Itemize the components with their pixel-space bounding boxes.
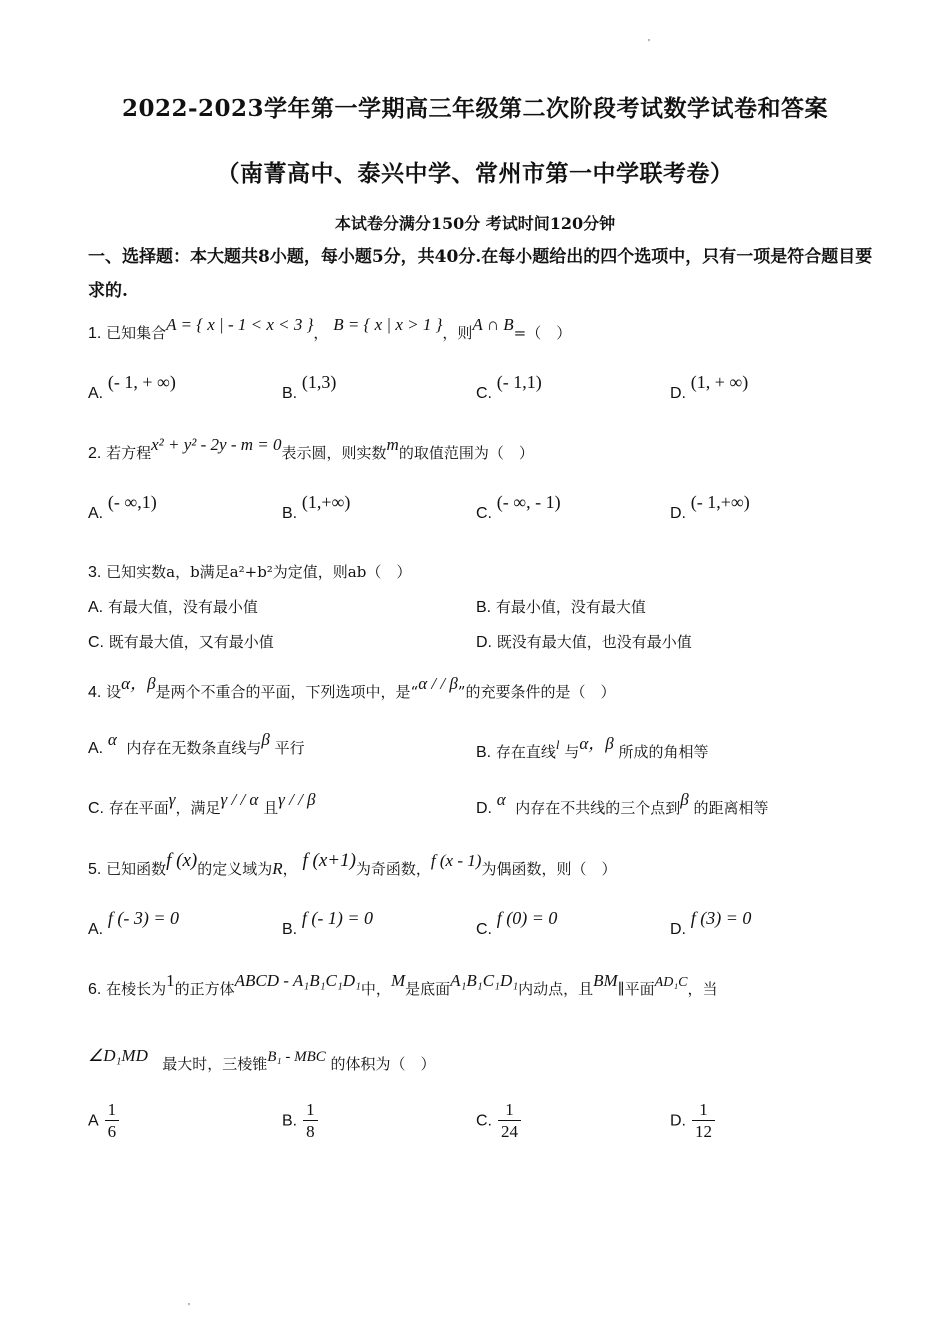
q1-option-a[interactable]: A. (- 1, + ∞) xyxy=(88,372,176,402)
question-number: 5. xyxy=(88,861,102,878)
question-6: 6. 在棱长为1的正方体ABCD - A₁B₁C₁D₁中，M是底面A₁B₁C₁D₁内动点，且BM∥平面AD₁C，当 xyxy=(88,971,718,998)
q1-option-d[interactable]: D. (1, + ∞) xyxy=(670,372,749,402)
exam-info: 本试卷分满分150分 考试时间120分钟 xyxy=(334,214,616,233)
q4-option-a[interactable]: A. α 内存在无数条直线与β 平行 xyxy=(88,730,305,757)
q4-option-b[interactable]: B. 存在直线l 与α，β 所成的角相等 xyxy=(476,734,709,761)
q4-option-c[interactable]: C. 存在平面γ，满足γ / / α 且γ / / β xyxy=(88,790,316,817)
fraction: $\frac{1}{8}$ xyxy=(303,1100,318,1143)
question-1: 1. 已知集合A = { x | - 1 < x < 3 }， B = { x | x > 1 }，则A ∩ B=（ ） xyxy=(88,315,572,342)
q2-option-c[interactable]: C. (- ∞, - 1) xyxy=(476,492,561,522)
q6-option-c[interactable]: C. $\frac{1}{24}$ xyxy=(476,1100,521,1143)
q3-option-d[interactable]: D. 既没有最大值，也没有最小值 xyxy=(476,633,692,651)
q5-option-d[interactable]: D. f (3) = 0 xyxy=(670,908,752,938)
question-2: 2. 若方程x² + y² - 2y - m = 0表示圆，则实数m的取值范围为（ ） xyxy=(88,435,534,462)
question-number: 2. xyxy=(88,445,102,462)
q3-option-b[interactable]: B. 有最小值，没有最大值 xyxy=(476,598,646,616)
q3-option-c[interactable]: C. 既有最大值，又有最小值 xyxy=(88,633,274,651)
q5-option-a[interactable]: A. f (- 3) = 0 xyxy=(88,908,180,938)
fraction: $\frac{1}{24}$ xyxy=(498,1100,521,1143)
question-4: 4. 设α，β是两个不重合的平面，下列选项中，是“α / / β”的充要条件的是（ ） xyxy=(88,674,616,701)
set-a: A = { x | - 1 < x < 3 } xyxy=(166,315,314,334)
exam-title: 2022-2023学年第一学期高三年级第二次阶段考试数学试卷和答案 xyxy=(121,95,829,122)
q6-option-a[interactable]: A $\frac{1}{6}$ xyxy=(88,1100,119,1143)
question-number: 3. xyxy=(88,564,102,581)
top-dot: ' xyxy=(648,38,650,49)
exam-subtitle: （南菁高中、泰兴中学、常州市第一中学联考卷） xyxy=(216,160,734,187)
q2-option-d[interactable]: D. (- 1,+∞) xyxy=(670,492,750,522)
bottom-dot: ' xyxy=(188,1302,190,1313)
question-5: 5. 已知函数f (x)的定义域为R， f (x+1)为奇函数，f (x - 1)为偶函数，则（ ） xyxy=(88,850,617,878)
q5-option-b[interactable]: B. f (- 1) = 0 xyxy=(282,908,374,938)
question-number: 6. xyxy=(88,981,102,998)
circle-equation: x² + y² - 2y - m = 0 xyxy=(151,435,282,454)
q1-option-b[interactable]: B. (1,3) xyxy=(282,372,337,402)
question-6-continued: ∠D₁MD 最大时，三棱锥B₁ - MBC 的体积为（ ） xyxy=(88,1046,436,1073)
q6-option-d[interactable]: D. $\frac{1}{12}$ xyxy=(670,1100,715,1143)
q1-option-c[interactable]: C. (- 1,1) xyxy=(476,372,542,402)
fraction: $\frac{1}{6}$ xyxy=(105,1100,120,1143)
set-b: B = { x | x > 1 } xyxy=(333,315,443,334)
q4-option-d[interactable]: D. α 内存在不共线的三个点到β 的距离相等 xyxy=(476,790,769,817)
q6-option-b[interactable]: B. $\frac{1}{8}$ xyxy=(282,1100,318,1143)
q2-option-a[interactable]: A. (- ∞,1) xyxy=(88,492,157,522)
question-3: 3. 已知实数a，b满足a²+b²为定值，则ab（ ） xyxy=(88,563,412,581)
fraction: $\frac{1}{12}$ xyxy=(692,1100,715,1143)
question-number: 4. xyxy=(88,684,102,701)
q5-option-c[interactable]: C. f (0) = 0 xyxy=(476,908,558,938)
q2-option-b[interactable]: B. (1,+∞) xyxy=(282,492,351,522)
question-number: 1. xyxy=(88,325,102,342)
section-heading: 一、选择题：本大题共8小题，每小题5分，共40分.在每小题给出的四个选项中，只有一项是符合题目要求的. xyxy=(88,247,873,301)
q3-option-a[interactable]: A. 有最大值，没有最小值 xyxy=(88,598,258,616)
